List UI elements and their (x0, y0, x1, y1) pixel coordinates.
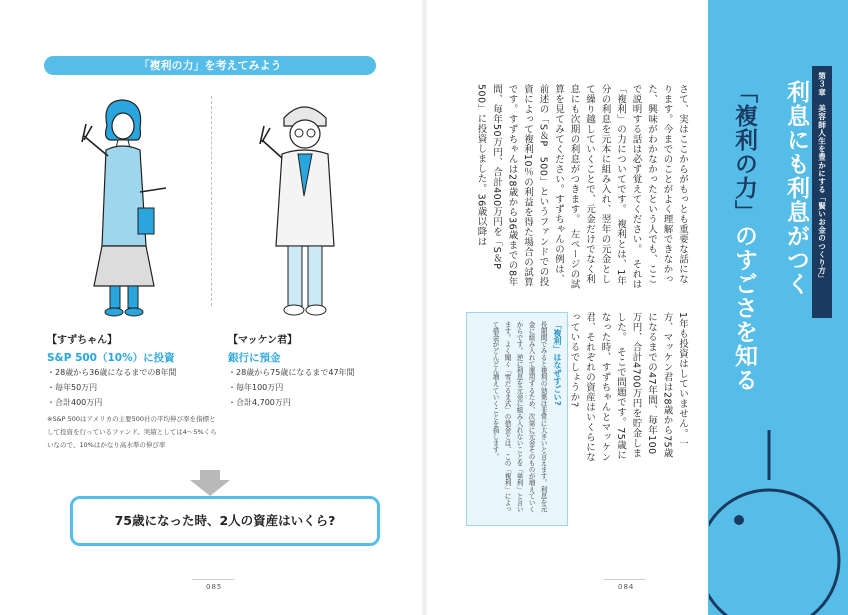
down-arrow-icon (190, 470, 230, 496)
callout-box (466, 312, 568, 526)
suzu-plan: S&P 500（10%）に投資 (47, 352, 175, 364)
macken-details (228, 365, 355, 410)
suzu-details (47, 365, 176, 410)
body-text-top: さて、実はここからがもっとも重要な話になります。今までのことがよく理解できなかった、興味がわかなかったという人でも、ここで説明する話は必ず覚えてください。 それは「複利」の力についてです。 複利とは、1年分の利息を元本に組み入れ、翌年の元金として繰り越していくことで、元金だけでなく利息にも次期の利息がつきます。 左ページの試算を見てみてください。すずちゃんの例は、前述の「S＆P 500」というファンドでの投資によって複利10％の利益を得た場合の試算です。すずちゃんは28歳から36歳までの8年間、毎年50万円、合計400万円を「S＆P 500」に投資しました。36歳以降は (475, 84, 688, 290)
suzu-detail-item: ・合計400万円 (47, 398, 103, 407)
suzu-name: 【すずちゃん】 (47, 335, 118, 346)
callout-title: 「複利」はなぜすごい? (553, 321, 562, 406)
page-rule (604, 579, 646, 580)
chapter-label (812, 66, 832, 318)
macken-illustration (254, 96, 354, 326)
macken-plan: 銀行に預金 (228, 352, 281, 364)
sidebar-title-line2 (728, 80, 761, 392)
footnote: ※S&P 500はアメリカの主要500社の平均伸び率を指標として投資を行っているファンド。実績としては4～5%くらいなので、10%はかなり高水準の伸び率 (47, 415, 217, 449)
suzu-detail-item: ・28歳から36歳になるまでの8年間 (47, 368, 177, 377)
page-number-left: 085 (206, 583, 223, 591)
body-text-bottom: 1年も投資はしていません。一方、マッケン君は28歳から75歳になるまでの47年間、毎年100万円、合計4700万円を貯金しました。 そこで問題です。75歳になった時、すずちゃんとマッケン君、それぞれの資産はいくらになっているでしょうか? (568, 312, 688, 462)
chapter-label-text: 第３章 美容師人生を豊かにする「賢いお金のつくり方」 (817, 72, 827, 283)
macken-detail-item: ・毎年100万円 (228, 383, 284, 392)
figure-divider (211, 96, 212, 306)
macken-detail-item: ・合計4,700万円 (228, 398, 291, 407)
suzu-illustration (72, 96, 172, 326)
section-banner: 「複利の力」を考えてみよう (44, 56, 376, 75)
sidebar-title-rest: のすごさを知る (731, 224, 757, 392)
sidebar-decoration (709, 410, 847, 615)
sidebar-title-line1: 利息にも利息がつく (783, 80, 809, 296)
page-number-right: 084 (618, 583, 635, 591)
macken-name: 【マッケン君】 (228, 335, 298, 346)
question-box: 75歳になった時、2人の資産はいくら? (70, 496, 380, 546)
page-gutter (421, 0, 429, 615)
suzu-detail-item: ・毎年50万円 (47, 383, 98, 392)
callout-body: 長期間でみると複利の効果は非常に大きいと言えます。利息を元金に組み入れて運用するため、次第に元金そのものが増えていくからです。逆に利息を元金に組み入れないことを「単利」と言います。よく聞く「雪だるま式」の借金とは、この「複利」によって借金がどんどん増えていくことを指します。 (491, 321, 547, 513)
page-rule (192, 579, 234, 580)
sidebar-title-highlight: 「複利の力」 (731, 80, 757, 224)
macken-detail-item: ・28歳から75歳になるまで47年間 (228, 368, 355, 377)
